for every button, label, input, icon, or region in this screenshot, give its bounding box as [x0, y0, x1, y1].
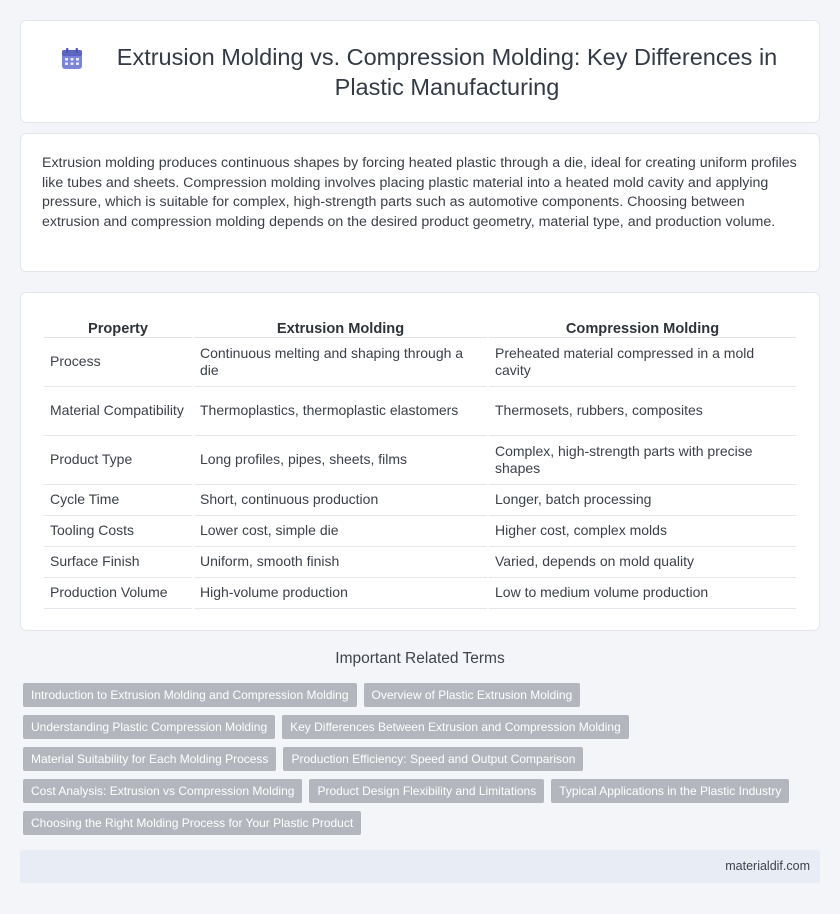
compression-cell: Preheated material compressed in a mold cavity: [489, 338, 796, 387]
related-terms-list: [23, 683, 813, 843]
tag-row: [23, 683, 813, 707]
related-term-tag[interactable]: Understanding Plastic Compression Molding: [23, 715, 275, 739]
extrusion-cell: Continuous melting and shaping through a die: [194, 338, 487, 387]
extrusion-cell: Short, continuous production: [194, 485, 487, 516]
table-row: [44, 338, 796, 387]
property-cell: Cycle Time: [44, 485, 192, 516]
extrusion-cell: Thermoplastics, thermoplastic elastomers: [194, 387, 487, 436]
table-header-row: [44, 315, 796, 338]
compression-cell: Complex, high-strength parts with precise shapes: [489, 436, 796, 485]
table-row: [44, 387, 796, 436]
title-card: [20, 20, 820, 123]
related-term-tag[interactable]: Product Design Flexibility and Limitations: [309, 779, 544, 803]
related-term-tag[interactable]: Key Differences Between Extrusion and Compression Molding: [282, 715, 629, 739]
tag-row: [23, 811, 813, 835]
tag-row: [23, 779, 813, 803]
compression-cell: Low to medium volume production: [489, 578, 796, 609]
table-row: [44, 436, 796, 485]
intro-card: [20, 133, 820, 272]
compression-cell: Higher cost, complex molds: [489, 516, 796, 547]
property-cell: Product Type: [44, 436, 192, 485]
related-term-tag[interactable]: Choosing the Right Molding Process for Your Plastic Product: [23, 811, 361, 835]
table-row: [44, 516, 796, 547]
header-property: Property: [44, 315, 192, 338]
comparison-table: [42, 315, 798, 609]
header-extrusion: Extrusion Molding: [194, 315, 487, 338]
compression-cell: Thermosets, rubbers, composites: [489, 387, 796, 436]
related-term-tag[interactable]: Cost Analysis: Extrusion vs Compression Molding: [23, 779, 302, 803]
related-terms-heading: Important Related Terms: [335, 650, 505, 667]
property-cell: Production Volume: [44, 578, 192, 609]
property-cell: Material Compatibility: [44, 387, 192, 436]
table-row: [44, 547, 796, 578]
comparison-card: [20, 292, 820, 631]
property-cell: Surface Finish: [44, 547, 192, 578]
table-row: [44, 485, 796, 516]
tag-row: [23, 715, 813, 739]
footer-site: materialdif.com: [725, 859, 810, 873]
property-cell: Tooling Costs: [44, 516, 192, 547]
related-term-tag[interactable]: Overview of Plastic Extrusion Molding: [364, 683, 581, 707]
calendar-icon: [59, 46, 85, 72]
related-term-tag[interactable]: Typical Applications in the Plastic Industry: [551, 779, 789, 803]
table-row: [44, 578, 796, 609]
tag-row: [23, 747, 813, 771]
related-term-tag[interactable]: Introduction to Extrusion Molding and Compression Molding: [23, 683, 357, 707]
extrusion-cell: Uniform, smooth finish: [194, 547, 487, 578]
property-cell: Process: [44, 338, 192, 387]
footer: [20, 850, 820, 883]
extrusion-cell: Long profiles, pipes, sheets, films: [194, 436, 487, 485]
extrusion-cell: Lower cost, simple die: [194, 516, 487, 547]
intro-paragraph: Extrusion molding produces continuous shapes by forcing heated plastic through a die, ideal for creating uniform profiles like tubes and sheets. Compression molding involves placing plastic material into a heated mold cavity and applying pressure, which is suitable for complex, high-strength parts such as automotive components. Choosing between extrusion and compression molding depends on the desired product geometry, material type, and production volume.: [42, 155, 797, 230]
page-title: Extrusion Molding vs. Compression Molding: Key Differences in Plastic Manufacturing: [116, 43, 778, 100]
compression-cell: Varied, depends on mold quality: [489, 547, 796, 578]
compression-cell: Longer, batch processing: [489, 485, 796, 516]
related-term-tag[interactable]: Production Efficiency: Speed and Output Comparison: [283, 747, 583, 771]
related-term-tag[interactable]: Material Suitability for Each Molding Process: [23, 747, 276, 771]
header-compression: Compression Molding: [489, 315, 796, 338]
extrusion-cell: High-volume production: [194, 578, 487, 609]
